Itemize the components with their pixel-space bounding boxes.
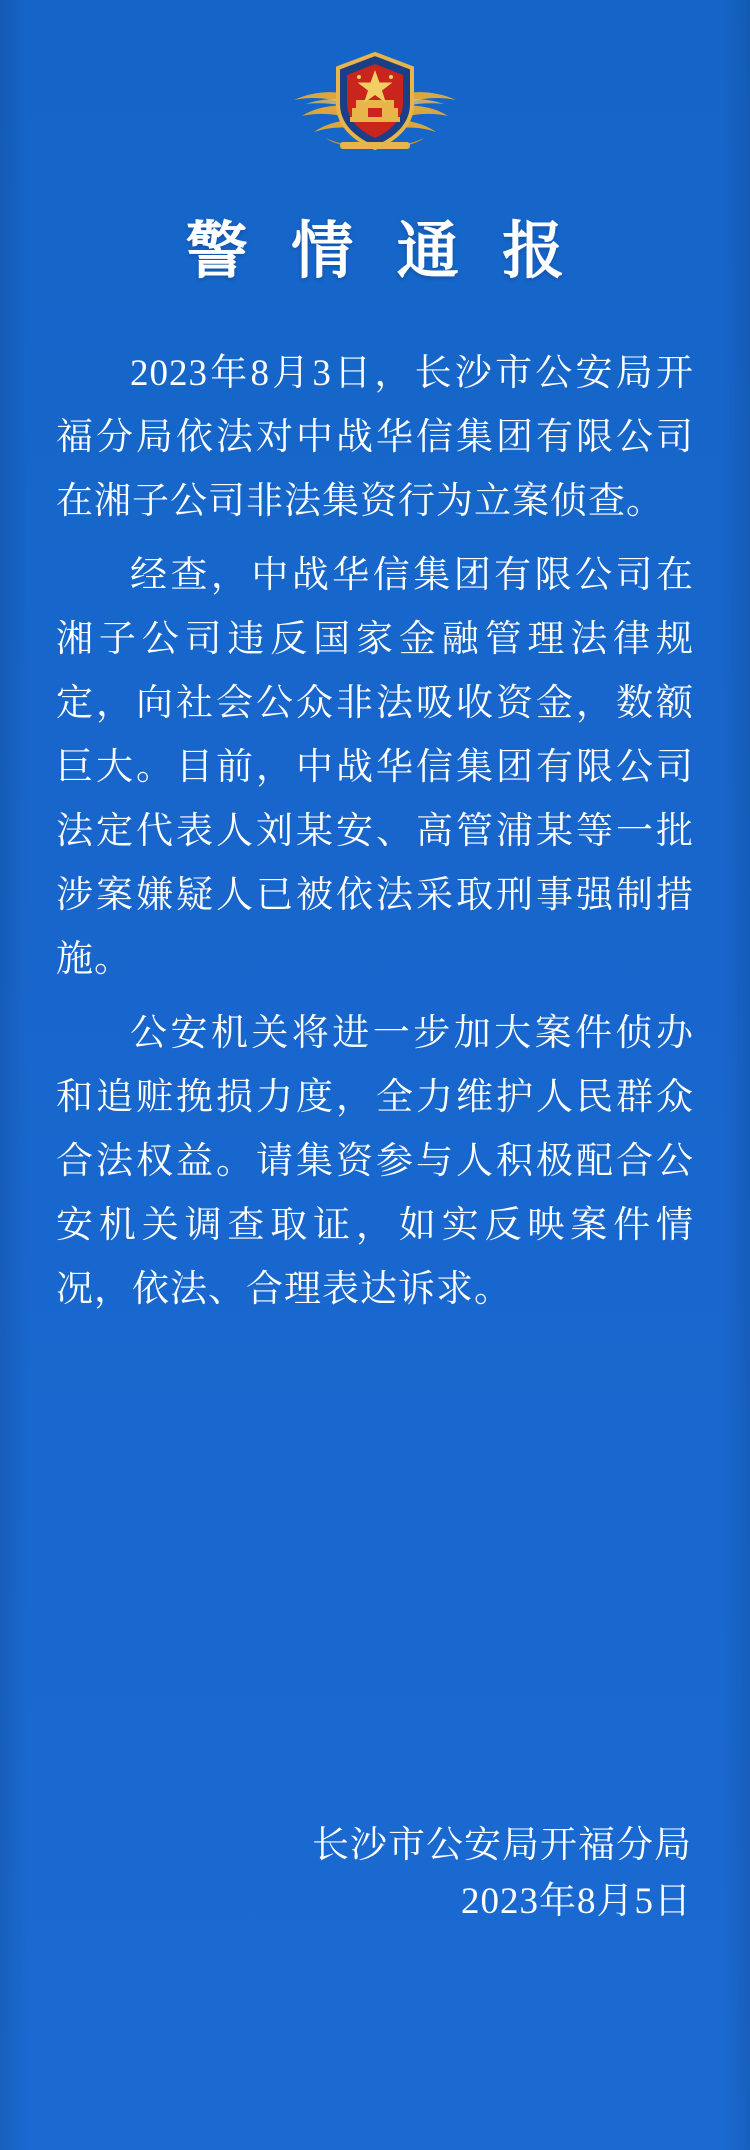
china-police-emblem-icon bbox=[280, 46, 470, 172]
page-title: 警 情 通 报 bbox=[185, 218, 579, 286]
paragraph-2: 经查，中战华信集团有限公司在湘子公司违反国家金融管理法律规定，向社会公众非法吸收资金，数额巨大。目前，中战华信集团有限公司法定代表人刘某安、高管浦某等一批涉案嫌疑人已被依法采取刑事强制措施。 bbox=[56, 555, 694, 981]
issue-date: 2023年8月5日 bbox=[461, 1881, 692, 1922]
issuing-organization: 长沙市公安局开福分局 bbox=[312, 1825, 692, 1866]
signature-block bbox=[312, 1818, 692, 1930]
notice-body bbox=[56, 342, 694, 1322]
paragraph-3: 公安机关将进一步加大案件侦办和追赃挽损力度，全力维护人民群众合法权益。请集资参与人积极配合公安机关调查取证，如实反映案件情况，依法、合理表达诉求。 bbox=[56, 1013, 694, 1311]
paragraph-1: 2023年8月3日，长沙市公安局开福分局依法对中战华信集团有限公司在湘子公司非法集资行为立案侦查。 bbox=[56, 353, 694, 523]
emblem-container bbox=[0, 0, 750, 172]
